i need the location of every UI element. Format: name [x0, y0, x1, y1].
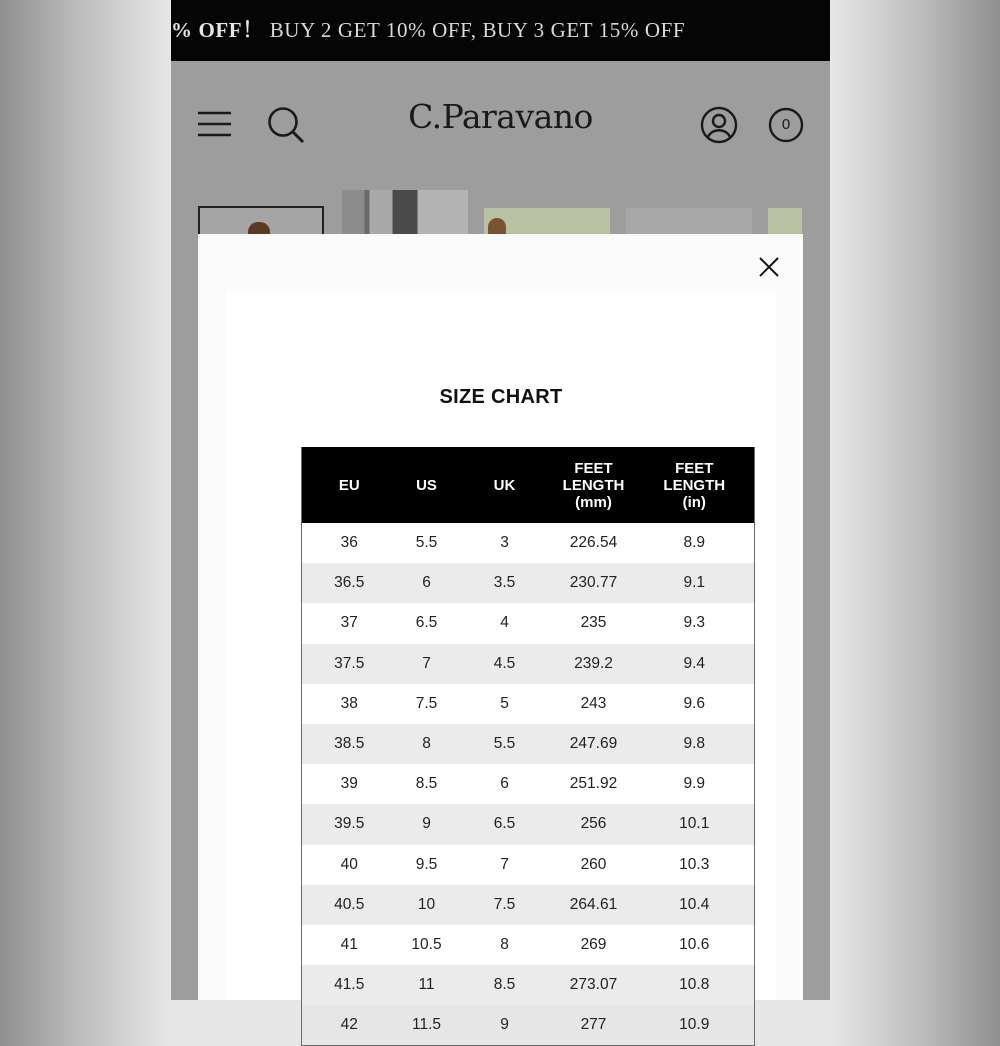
- promo-highlight: % OFF！: [171, 18, 264, 42]
- phone-screen: [171, 0, 830, 1034]
- cell-uk: 5: [500, 694, 509, 712]
- table-row: [302, 764, 755, 804]
- column-header-feet-length-in: FEET LENGTH (in): [635, 447, 755, 523]
- cell-eu: 39: [340, 775, 358, 793]
- cell-eu: 37.5: [302, 644, 397, 684]
- product-thumbnail[interactable]: [198, 206, 324, 234]
- cell-uk: 8: [500, 935, 509, 953]
- product-thumbnail[interactable]: [626, 208, 752, 234]
- cell-us: 11: [397, 965, 457, 1005]
- cell-uk: 3: [500, 534, 509, 552]
- cell-feet-length-in: 9.3: [683, 614, 706, 632]
- table-row: [302, 523, 755, 563]
- table-row: [302, 965, 755, 1005]
- account-icon[interactable]: [700, 106, 738, 144]
- cell-eu: 41.5: [302, 965, 397, 1005]
- cell-feet-length-in: 10.9: [679, 1016, 710, 1034]
- cell-feet-length-mm: 247.69: [553, 724, 635, 764]
- cell-uk: 4: [500, 614, 509, 632]
- size-chart-title: SIZE CHART: [439, 386, 563, 408]
- product-thumbnail[interactable]: [342, 190, 468, 234]
- cell-us: 7: [397, 644, 457, 684]
- product-thumbnail[interactable]: [484, 208, 610, 234]
- cell-feet-length-mm: 230.77: [553, 563, 635, 603]
- site-header: [171, 61, 830, 186]
- cell-feet-length-mm: 239.2: [553, 644, 635, 684]
- cell-eu: 40.5: [302, 885, 397, 925]
- table-row: [302, 845, 755, 885]
- cell-feet-length-mm: 235: [580, 614, 607, 632]
- product-thumbnails: [171, 188, 830, 234]
- cell-us: 11.5: [411, 1016, 442, 1034]
- cell-uk: 9: [500, 1016, 509, 1034]
- product-thumbnail[interactable]: [768, 208, 802, 234]
- cart-count: 0: [781, 116, 791, 133]
- cell-feet-length-in: 8.9: [683, 534, 706, 552]
- size-chart-body: [302, 523, 755, 1046]
- cell-eu: 38.5: [302, 724, 397, 764]
- cell-feet-length-mm: 226.54: [569, 534, 618, 552]
- cell-us: 6: [397, 563, 457, 603]
- cell-uk: 7.5: [457, 885, 553, 925]
- table-row: [302, 925, 755, 965]
- cell-eu: 36.5: [302, 563, 397, 603]
- cell-us: 7.5: [415, 694, 438, 712]
- promo-banner[interactable]: [171, 0, 830, 61]
- cell-feet-length-in: 9.9: [683, 775, 706, 793]
- cell-us: 8.5: [415, 775, 438, 793]
- cell-us: 10.5: [411, 935, 442, 953]
- cell-eu: 40: [340, 855, 358, 873]
- cell-uk: 4.5: [457, 644, 553, 684]
- cell-feet-length-in: 10.4: [635, 885, 755, 925]
- cell-us: 10: [397, 885, 457, 925]
- cell-feet-length-in: 9.8: [635, 724, 755, 764]
- cell-us: 5.5: [415, 534, 438, 552]
- cell-us: 8: [397, 724, 457, 764]
- cell-eu: 39.5: [302, 804, 397, 844]
- table-row: [302, 603, 755, 643]
- cell-feet-length-in: 10.1: [635, 804, 755, 844]
- cell-feet-length-mm: 269: [580, 935, 607, 953]
- cell-eu: 41: [340, 935, 358, 953]
- cart-button[interactable]: [768, 107, 804, 143]
- table-row: [302, 684, 755, 724]
- table-row: [302, 644, 755, 684]
- cell-feet-length-mm: 243: [580, 694, 607, 712]
- cell-us: 9: [397, 804, 457, 844]
- cell-feet-length-in: 9.1: [635, 563, 755, 603]
- cell-eu: 37: [340, 614, 358, 632]
- cell-us: 9.5: [415, 855, 438, 873]
- cell-uk: 8.5: [457, 965, 553, 1005]
- cell-feet-length-in: 10.3: [679, 855, 710, 873]
- table-row: [302, 1005, 755, 1046]
- table-row: [302, 804, 755, 844]
- cell-uk: 5.5: [457, 724, 553, 764]
- close-icon[interactable]: [758, 256, 780, 278]
- cell-feet-length-mm: 264.61: [553, 885, 635, 925]
- cell-feet-length-in: 9.4: [635, 644, 755, 684]
- cell-feet-length-in: 10.6: [679, 935, 710, 953]
- cell-feet-length-mm: 273.07: [553, 965, 635, 1005]
- promo-text: BUY 2 GET 10% OFF, BUY 3 GET 15% OFF: [269, 18, 686, 42]
- cell-us: 6.5: [415, 614, 438, 632]
- table-row: [302, 563, 755, 603]
- cell-eu: 38: [340, 694, 358, 712]
- cell-feet-length-in: 10.8: [635, 965, 755, 1005]
- cell-uk: 3.5: [457, 563, 553, 603]
- column-header-us: US: [397, 447, 457, 523]
- cell-feet-length-mm: 256: [553, 804, 635, 844]
- size-chart-modal: [198, 234, 803, 1034]
- size-chart-table: [301, 447, 755, 1046]
- cell-feet-length-mm: 277: [580, 1016, 607, 1034]
- brand-logo[interactable]: C.Paravano: [408, 97, 593, 136]
- cell-eu: 36: [340, 534, 358, 552]
- table-header-row: [302, 447, 755, 523]
- column-header-feet-length-mm: FEET LENGTH (mm): [553, 447, 635, 523]
- cell-uk: 6.5: [457, 804, 553, 844]
- cell-eu: 42: [340, 1016, 358, 1034]
- cell-uk: 7: [500, 855, 509, 873]
- table-row: [302, 885, 755, 925]
- cell-uk: 6: [500, 775, 509, 793]
- cell-feet-length-mm: 260: [580, 855, 607, 873]
- table-row: [302, 724, 755, 764]
- column-header-eu: EU: [302, 447, 397, 523]
- size-chart-sheet: [226, 291, 776, 1034]
- column-header-uk: UK: [457, 447, 553, 523]
- cell-feet-length-in: 9.6: [683, 694, 706, 712]
- cell-feet-length-mm: 251.92: [569, 775, 618, 793]
